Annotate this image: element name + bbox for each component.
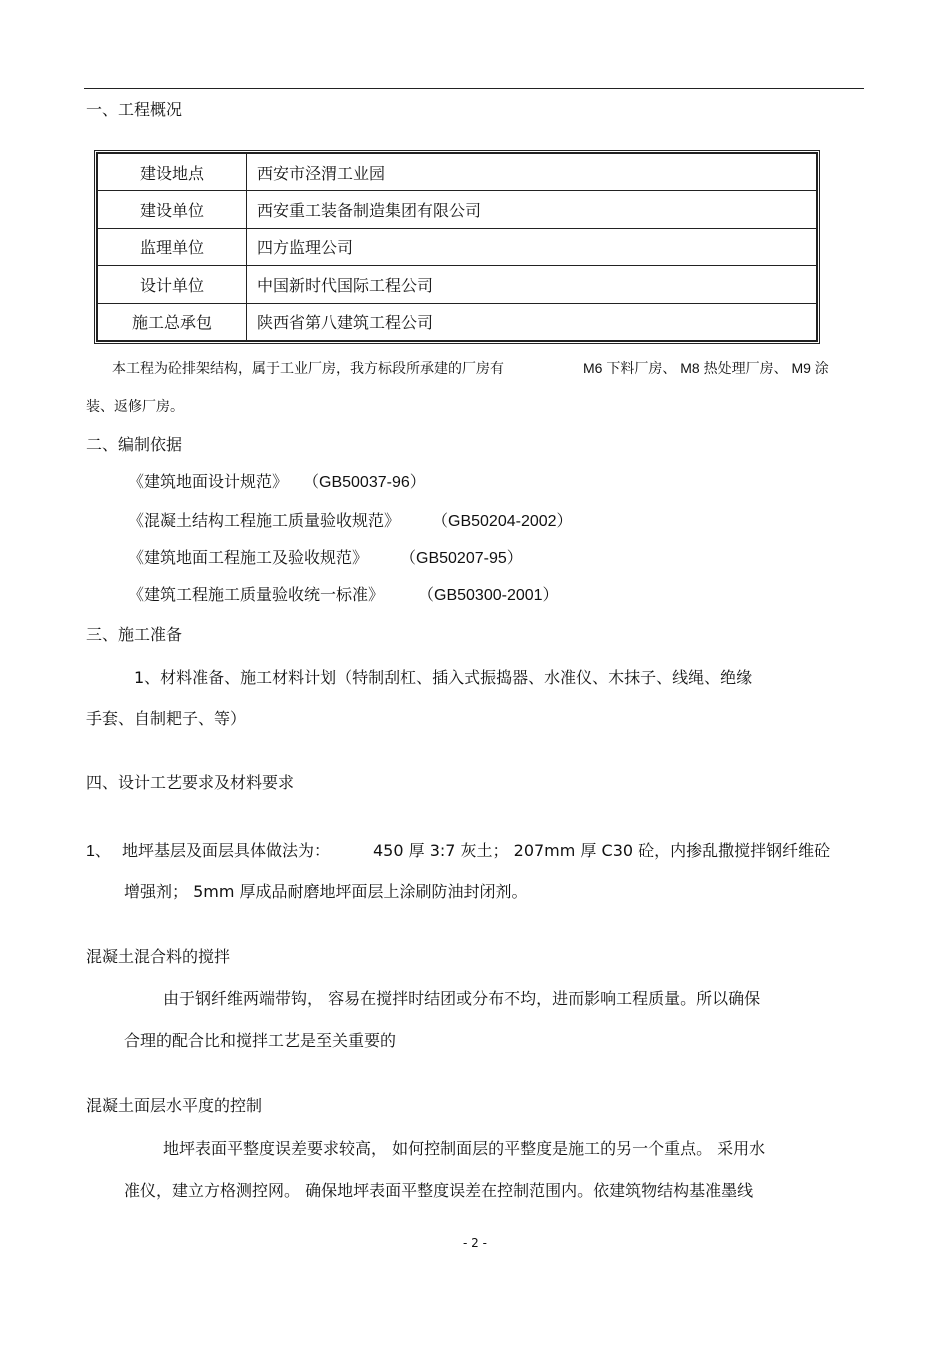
table-row (98, 228, 817, 265)
section-title-overview: 一、工程概况 (86, 100, 183, 119)
section-title-basis: 二、编制依据 (86, 435, 183, 454)
table-label: 施工总承包 (98, 303, 247, 340)
req-text-c: 增强剂； 5mm 厚成品耐磨地坪面层上涂刷防油封闭剂。 (124, 882, 528, 901)
section-title-preparation: 三、施工准备 (86, 625, 183, 644)
standard-name: 《混凝土结构工程施工质量验收规范》 (128, 511, 401, 530)
req-text-a: 地坪基层及面层具体做法为： (122, 841, 331, 860)
table-row (98, 154, 817, 191)
table-label: 监理单位 (98, 228, 247, 265)
standard-code: （GB50207-95） (400, 550, 523, 567)
subsection-title-mixing: 混凝土混合料的搅拌 (86, 947, 231, 966)
level-text-2: 准仪，建立方格测控网。 确保地坪表面平整度误差在控制范围内。依建筑物结构基准墨线 (124, 1181, 754, 1200)
section-title-requirements: 四、设计工艺要求及材料要求 (86, 773, 295, 792)
level-text-1: 地坪表面平整度误差要求较高， 如何控制面层的平整度是施工的另一个重点。 采用水 (163, 1139, 766, 1158)
table-label: 建设地点 (98, 154, 247, 191)
standard-code: （GB50204-2002） (432, 513, 573, 530)
table-label: 设计单位 (98, 266, 247, 303)
standard-code: （GB50300-2001） (418, 587, 559, 604)
page-number: - 2 - (463, 1236, 487, 1250)
header-rule (84, 88, 864, 89)
table-value: 西安重工装备制造集团有限公司 (247, 191, 817, 228)
table-row (98, 266, 817, 303)
project-info-table (94, 150, 820, 344)
overview-text-b: M6 下料厂房、 M8 热处理厂房、 M9 涂 (583, 360, 829, 376)
req-text-b: 450 厚 3:7 灰土； 207mm 厚 C30 砼，内掺乱撒搅拌钢纤维砼 (373, 841, 831, 860)
table-value: 西安市泾渭工业园 (247, 154, 817, 191)
standard-name: 《建筑工程施工质量验收统一标准》 (128, 585, 385, 604)
standard-name: 《建筑地面设计规范》 (128, 472, 289, 491)
standard-code: （GB50037-96） (303, 474, 426, 491)
subsection-title-level-control: 混凝土面层水平度的控制 (86, 1096, 263, 1115)
table-value: 陕西省第八建筑工程公司 (247, 303, 817, 340)
overview-text-a: 本工程为砼排架结构，属于工业厂房，我方标段所承建的厂房有 (112, 361, 504, 377)
req-number: 1、 (86, 843, 111, 860)
prep-text-2: 手套、自制耙子、等） (86, 709, 247, 728)
table-row (98, 303, 817, 340)
table-value: 中国新时代国际工程公司 (247, 266, 817, 303)
mix-text-1: 由于钢纤维两端带钩， 容易在搅拌时结团或分布不均，进而影响工程质量。所以确保 (163, 989, 761, 1008)
standard-name: 《建筑地面工程施工及验收规范》 (128, 548, 369, 567)
table-row (98, 191, 817, 228)
table-label: 建设单位 (98, 191, 247, 228)
table-value: 四方监理公司 (247, 228, 817, 265)
overview-text-c: 装、返修厂房。 (86, 399, 184, 415)
prep-text-1: 1、材料准备、施工材料计划（特制刮杠、插入式振捣器、水准仪、木抹子、线绳、绝缘 (134, 668, 753, 687)
mix-text-2: 合理的配合比和搅拌工艺是至关重要的 (124, 1031, 397, 1050)
